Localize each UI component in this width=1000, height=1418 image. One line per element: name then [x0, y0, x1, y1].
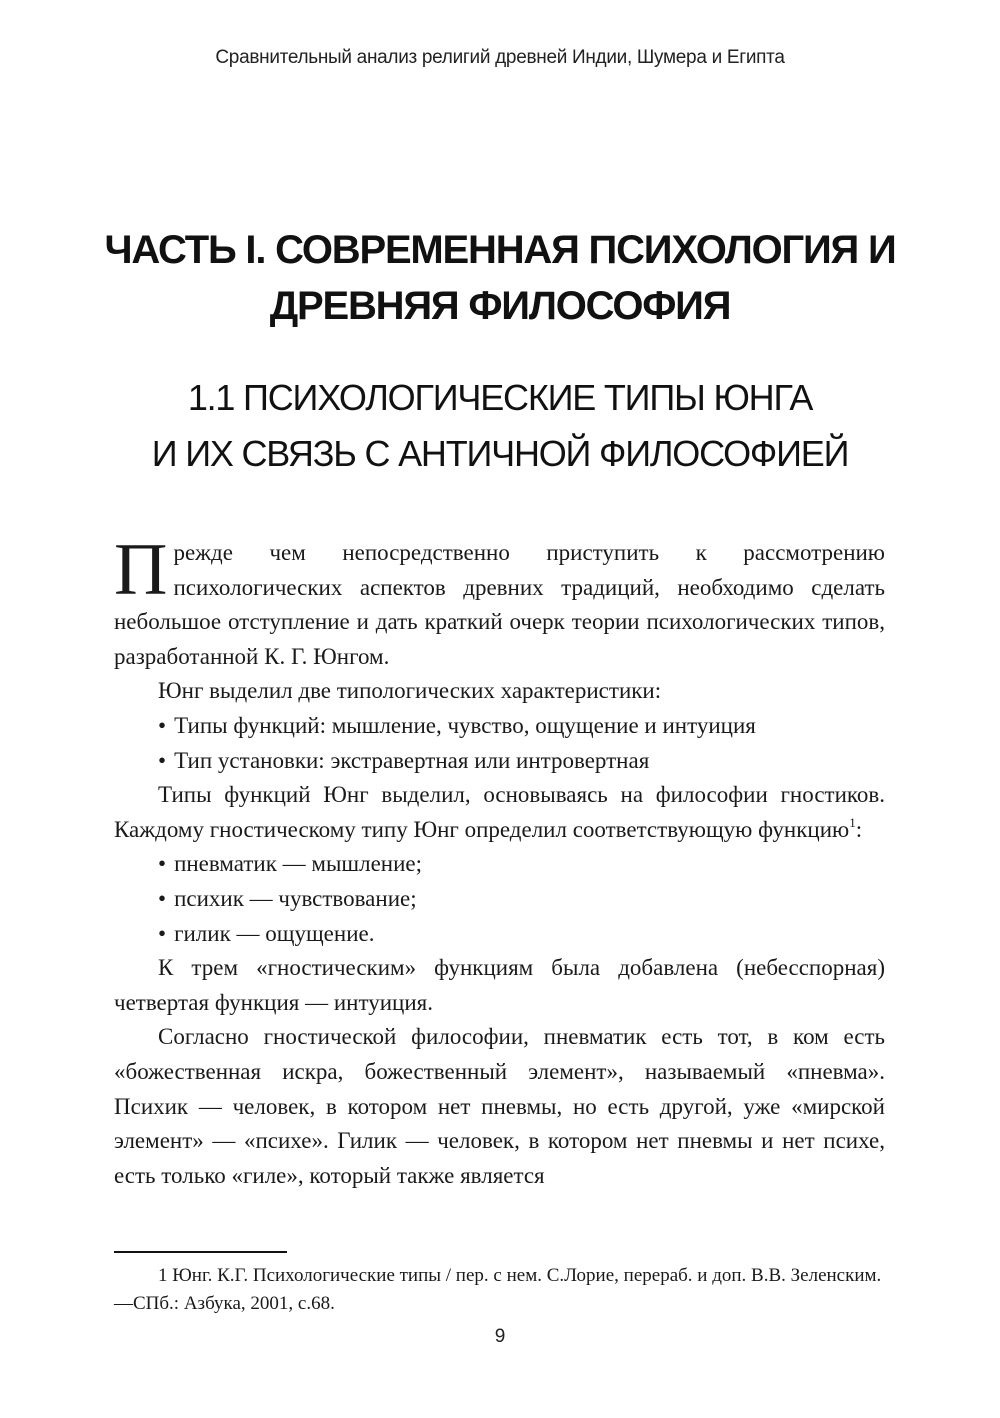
running-header: Сравнительный анализ религий древней Индии, Шумера и Египта [215, 47, 785, 68]
list-item: • психик — чувствование; [114, 882, 885, 917]
gnostics-text-end: : [855, 816, 863, 842]
gnostics-paragraph [114, 778, 885, 847]
intuition-paragraph: К трем «гностическим» функциям была добавлена (небесспорная) четвертая функция — интуиция. [114, 955, 885, 1015]
list-item: • Типы функций: мышление, чувство, ощущение и интуиция [114, 709, 885, 744]
part-title-line1: ЧАСТЬ I. СОВРЕМЕННАЯ ПСИХОЛОГИЯ И [104, 228, 896, 272]
section-title-line1: 1.1 ПСИХОЛОГИЧЕСКИЕ ТИПЫ ЮНГА [187, 377, 813, 418]
drop-cap: П [114, 529, 168, 611]
gnostics-text: Типы функций Юнг выделил, основываясь на философии гностиков. Каждому гностическому типу Юнг определил соответствующую функцию [114, 782, 885, 842]
footnote-text: 1 Юнг. К.Г. Психологические типы / пер. с нем. С.Лорие, перераб. и доп. В.В. Зеленским. —СПб.: Азбука, 2001, с.68. [114, 1265, 882, 1314]
body-text [114, 529, 885, 1193]
intro-paragraph [114, 529, 885, 674]
footnote-divider [114, 1251, 287, 1253]
footnote [114, 1262, 885, 1318]
list-item: • Тип установки: экстравертная или интровертная [114, 744, 885, 779]
page-number: 9 [494, 1326, 506, 1347]
list-item: • гилик — ощущение. [114, 917, 885, 952]
list-item: • пневматик — мышление; [114, 847, 885, 882]
part-title [100, 222, 900, 334]
philosophy-paragraph: Согласно гностической философии, пневматик есть тот, в ком есть «божественная искра, божественный элемент», называемый «пневма». Психик — человек, в котором нет пневмы, но есть другой, уже «мирской элемент» — «психе». Гилик — человек, в котором нет пневмы и нет психе, есть только «гиле», который также является [114, 1024, 885, 1188]
intro-text: режде чем непосредственно приступить к рассмотрению психологических аспектов древних традиций, необходимо сделать небольшое отступление и дать краткий очерк теории психологических типов, разработанной К. Г. Юнгом. [114, 540, 885, 669]
section-title [100, 370, 900, 482]
section-title-line2: И ИХ СВЯЗЬ С АНТИЧНОЙ ФИЛОСОФИЕЙ [151, 433, 849, 474]
part-title-line2: ДРЕВНЯЯ ФИЛОСОФИЯ [269, 284, 731, 328]
footnote-ref: 1 [849, 814, 856, 830]
typology-paragraph: Юнг выделил две типологических характеристики: [158, 678, 662, 704]
